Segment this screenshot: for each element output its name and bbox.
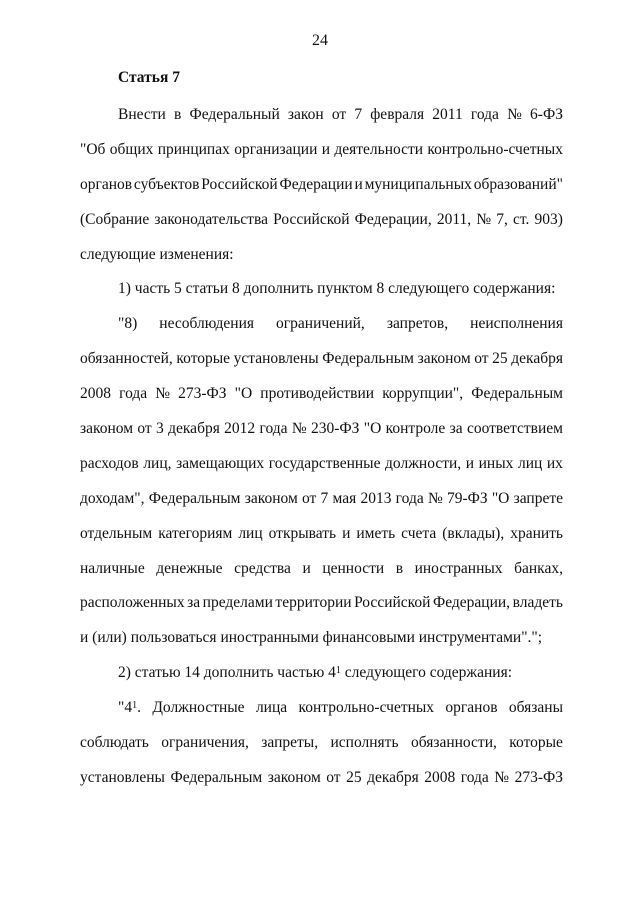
- text-line: 2008 года № 273-ФЗ "О противодействии коррупции", Федеральным: [80, 385, 563, 403]
- superscript: 1: [335, 665, 341, 677]
- text-line: следующие изменения:: [80, 245, 234, 263]
- text-line: органов субъектов Российской Федерации и муниципальных образований": [80, 175, 563, 193]
- text-line-quote: [80, 691, 563, 726]
- text-line: доходам", Федеральным законом от 7 мая 2013 года № 79-ФЗ "О запрете: [80, 489, 563, 507]
- item-2-text: 2) статью 14 дополнить частью 4: [118, 664, 336, 682]
- text-line: законом от 3 декабря 2012 года № 230-ФЗ "О контроле за соответствием: [80, 420, 563, 438]
- text-line: и (или) пользоваться иностранными финансовыми инструментами".";: [80, 629, 543, 647]
- article-heading: Статья 7: [118, 69, 180, 86]
- item-2-text-end: следующего содержания:: [340, 664, 513, 682]
- article-body: [80, 98, 563, 796]
- text-line: 1) часть 5 статьи 8 дополнить пунктом 8 следующего содержания:: [118, 280, 556, 298]
- text-line: расположенных за пределами территории Российской Федерации, владеть: [80, 594, 563, 612]
- text-line: соблюдать ограничения, запреты, исполнять обязанности, которые: [80, 734, 563, 752]
- text-line: расходов лиц, замещающих государственные должности, и иных лиц их: [80, 454, 563, 472]
- text-line: отдельным категориям лиц открывать и иметь счета (вклады), хранить: [80, 524, 563, 542]
- text-line: обязанностей, которые установлены Федеральным законом от 25 декабря: [80, 350, 563, 368]
- quote-text: . Должностные лица контрольно-счетных органов обязаны: [137, 699, 563, 717]
- text-line: Внести в Федеральный закон от 7 февраля 2011 года № 6-ФЗ: [118, 106, 563, 123]
- text-line: наличные денежные средства и ценности в иностранных банках,: [80, 559, 563, 577]
- text-line-item-2: [80, 656, 563, 691]
- text-line: установлены Федеральным законом от 25 декабря 2008 года № 273-ФЗ: [80, 768, 563, 786]
- text-line: (Собрание законодательства Российской Федерации, 2011, № 7, ст. 903): [80, 210, 563, 228]
- text-line: "8) несоблюдения ограничений, запретов, неисполнения: [118, 315, 563, 333]
- quote-start: "4: [118, 699, 133, 717]
- superscript: 1: [132, 700, 138, 712]
- text-line: "Об общих принципах организации и деятельности контрольно-счетных: [80, 140, 563, 158]
- page-number: 24: [312, 32, 328, 49]
